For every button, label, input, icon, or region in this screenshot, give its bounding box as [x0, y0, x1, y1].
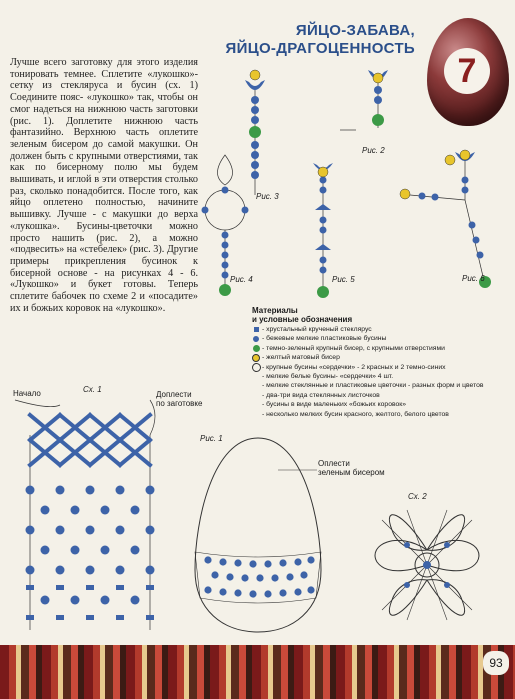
legend-row: - желтый матовый бисер: [250, 353, 512, 362]
sch1-label: Сх. 1: [83, 385, 102, 394]
weave-label: Доплести по заготовке: [156, 390, 203, 408]
fig6-label: Рис. 6: [462, 274, 485, 283]
start-label: Начало: [13, 389, 41, 398]
page-number: 93: [483, 651, 509, 675]
fig2-label: Рис. 2: [362, 146, 385, 155]
heart-bead-outline-icon: [250, 363, 262, 372]
legend-row: - бусины в виде маленьких «божьих коровок»: [262, 401, 407, 409]
instructions-paragraph: Лучше всего заготовку для этого изделия тонировать темнее. Сплетите «лукошко»- сетку из стекляруса и бусин (сх. 1) Соедините пояс- «лукошко» так, чтобы он смог надеться на нижнюю часть заготовки (рис. 1). Доплетите нижнюю часть фантазийно. Верхнюю часть оплетите зеленым бисером до самой макушки. Он должен быть с крупными отверстиями, так как по бисерному полю мы будем вышивать, и иглой в эти отверстия столько раз, сколько понадобится. После того, как яйцо оплетено полностью, начините вышивку. Лучше - с макушки до верха «лукошка». Бусины-цветочки можно просто нашить (рис. 2), а можно «подвесить» на «стебелек» (рис. 3). Другие примеры прикрепления бусинок к бисерной основе - на рисунках 4 - 6. «Лукошко» и букет готовы. Теперь сплетите бабочек по схеме 2 и «посадите» их и божьих коровок на «лукошко».: [10, 57, 198, 314]
page-title: ЯЙЦО-ЗАБАВА, ЯЙЦО-ДРАГОЦЕННОСТЬ: [225, 22, 415, 57]
legend-row: - несколько мелких бусин красного, желтого, белого цветов: [262, 410, 449, 418]
legend-row: - мелкие белые бусины- «сердечки» 4 шт.: [262, 373, 394, 381]
yellow-round-bead-icon: [250, 353, 262, 362]
legend-row: - хрустальный крученый стеклярус: [250, 325, 512, 334]
blue-bugle-square-icon: [250, 325, 262, 334]
green-round-bead-icon: [250, 344, 262, 353]
blue-round-bead-icon: [250, 334, 262, 343]
fig3-label: Рис. 3: [256, 192, 279, 201]
legend-row: - крупные бусины «сердечки» - 2 красных и 2 темно-синих: [250, 363, 512, 372]
sch2-label: Сх. 2: [408, 492, 427, 501]
legend-row: - темно-зеленый крупный бисер, с крупными отверстиями: [250, 344, 512, 353]
fig5-label: Рис. 5: [332, 275, 355, 284]
green-beads-label: Оплести зеленым бисером: [318, 459, 385, 477]
legend-title: Материалы и условные обозначения: [252, 306, 353, 324]
legend-row: - мелкие стеклянные и пластиковые цветочки - разных форм и цветов: [262, 382, 484, 390]
butterfly-scheme: [352, 490, 502, 640]
materials-legend: [250, 325, 512, 419]
legend-row: - два-три вида стеклянных листочков: [262, 391, 380, 399]
section-number-badge: 7: [444, 48, 490, 94]
fig4-label: Рис. 4: [230, 275, 253, 284]
fig1-label: Рис. 1: [200, 434, 223, 443]
decorative-bead-border: [0, 645, 515, 699]
legend-row: - бежевые мелкие пластиковые бусины: [250, 334, 512, 343]
basket-net-scheme: [10, 395, 180, 640]
egg-basket-figure: [183, 430, 333, 640]
